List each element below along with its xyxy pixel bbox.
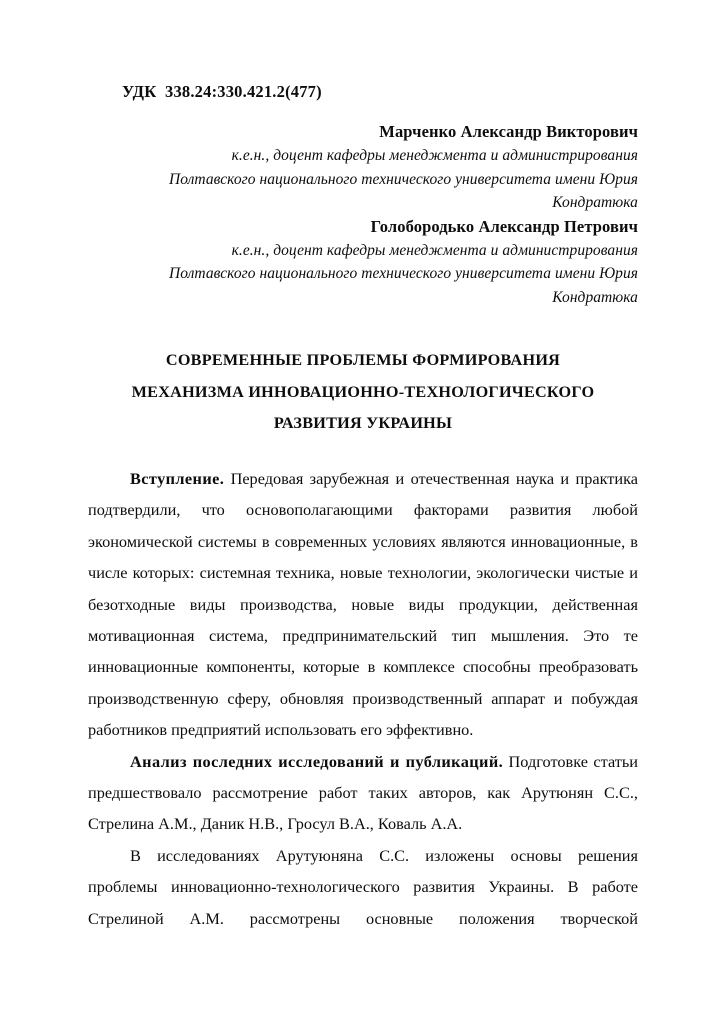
page-title: [88, 345, 638, 440]
author-entry: [88, 215, 638, 310]
author-name: Марченко Александр Викторович: [379, 122, 638, 141]
paragraph-text: Подготовке статьи предшествовало рассмотрение работ таких авторов, как Арутюнян С.С., Стрелина А.М., Даник Н.В., Гросул В.А., Коваль А.А.: [88, 751, 638, 834]
article-body: [88, 463, 638, 966]
author-affiliation-line: к.е.н., доцент кафедры менеджмента и администрирования: [231, 241, 638, 259]
paragraph-text: Передовая зарубежная и отечественная наука и практика подтвердили, что основополагающими факторами развития любой экономической системы в современных условиях являются инновационные, в числе которых: системная техника, новые технологии, экологически чистые и безотходные виды производства, новые виды продукции, действенная мотивационная система, предпринимательский тип мышления. Это те инновационные компоненты, которые в комплексе способны преобразовать производственную сферу, обновляя производственный аппарат и побуждая работников предприятий использовать его эффективно.: [88, 469, 638, 740]
author-affiliation-line: к.е.н., доцент кафедры менеджмента и администрирования: [231, 147, 638, 164]
udk-code: УДК 338.24:330.421.2(477): [122, 82, 322, 101]
title-line: СОВРЕМЕННЫЕ ПРОБЛЕМЫ ФОРМИРОВАНИЯ: [165, 351, 561, 369]
paragraph-lead-in: Вступление.: [130, 469, 225, 488]
paragraph-text: В исследованиях Арутуюняна С.С. изложены основы решения проблемы инновационно-технологического развития Украины. В работе Стрелиной А.М. рассмотрены основные положения творческой: [88, 845, 638, 928]
author-block: [88, 120, 638, 309]
title-line: МЕХАНИЗМА ИННОВАЦИОННО-ТЕХНОЛОГИЧЕСКОГО: [131, 382, 595, 401]
body-paragraph: [88, 840, 638, 966]
author-affiliation-line: Кондратюка: [552, 288, 638, 306]
paragraph-lead-in: Анализ последних исследований и публикаций.: [130, 751, 504, 771]
author-entry: [88, 120, 638, 215]
author-affiliation-line: Полтавского национального технического университета имени Юрия: [168, 170, 638, 188]
author-name: Голобородько Александр Петрович: [370, 216, 638, 236]
title-line: РАЗВИТИЯ УКРАИНЫ: [273, 414, 453, 432]
author-affiliation-line: Полтавского национального технического университета имени Юрия: [168, 265, 638, 282]
body-paragraph: [88, 463, 638, 746]
body-paragraph: [88, 746, 638, 840]
author-affiliation-line: Кондратюка: [552, 194, 638, 211]
